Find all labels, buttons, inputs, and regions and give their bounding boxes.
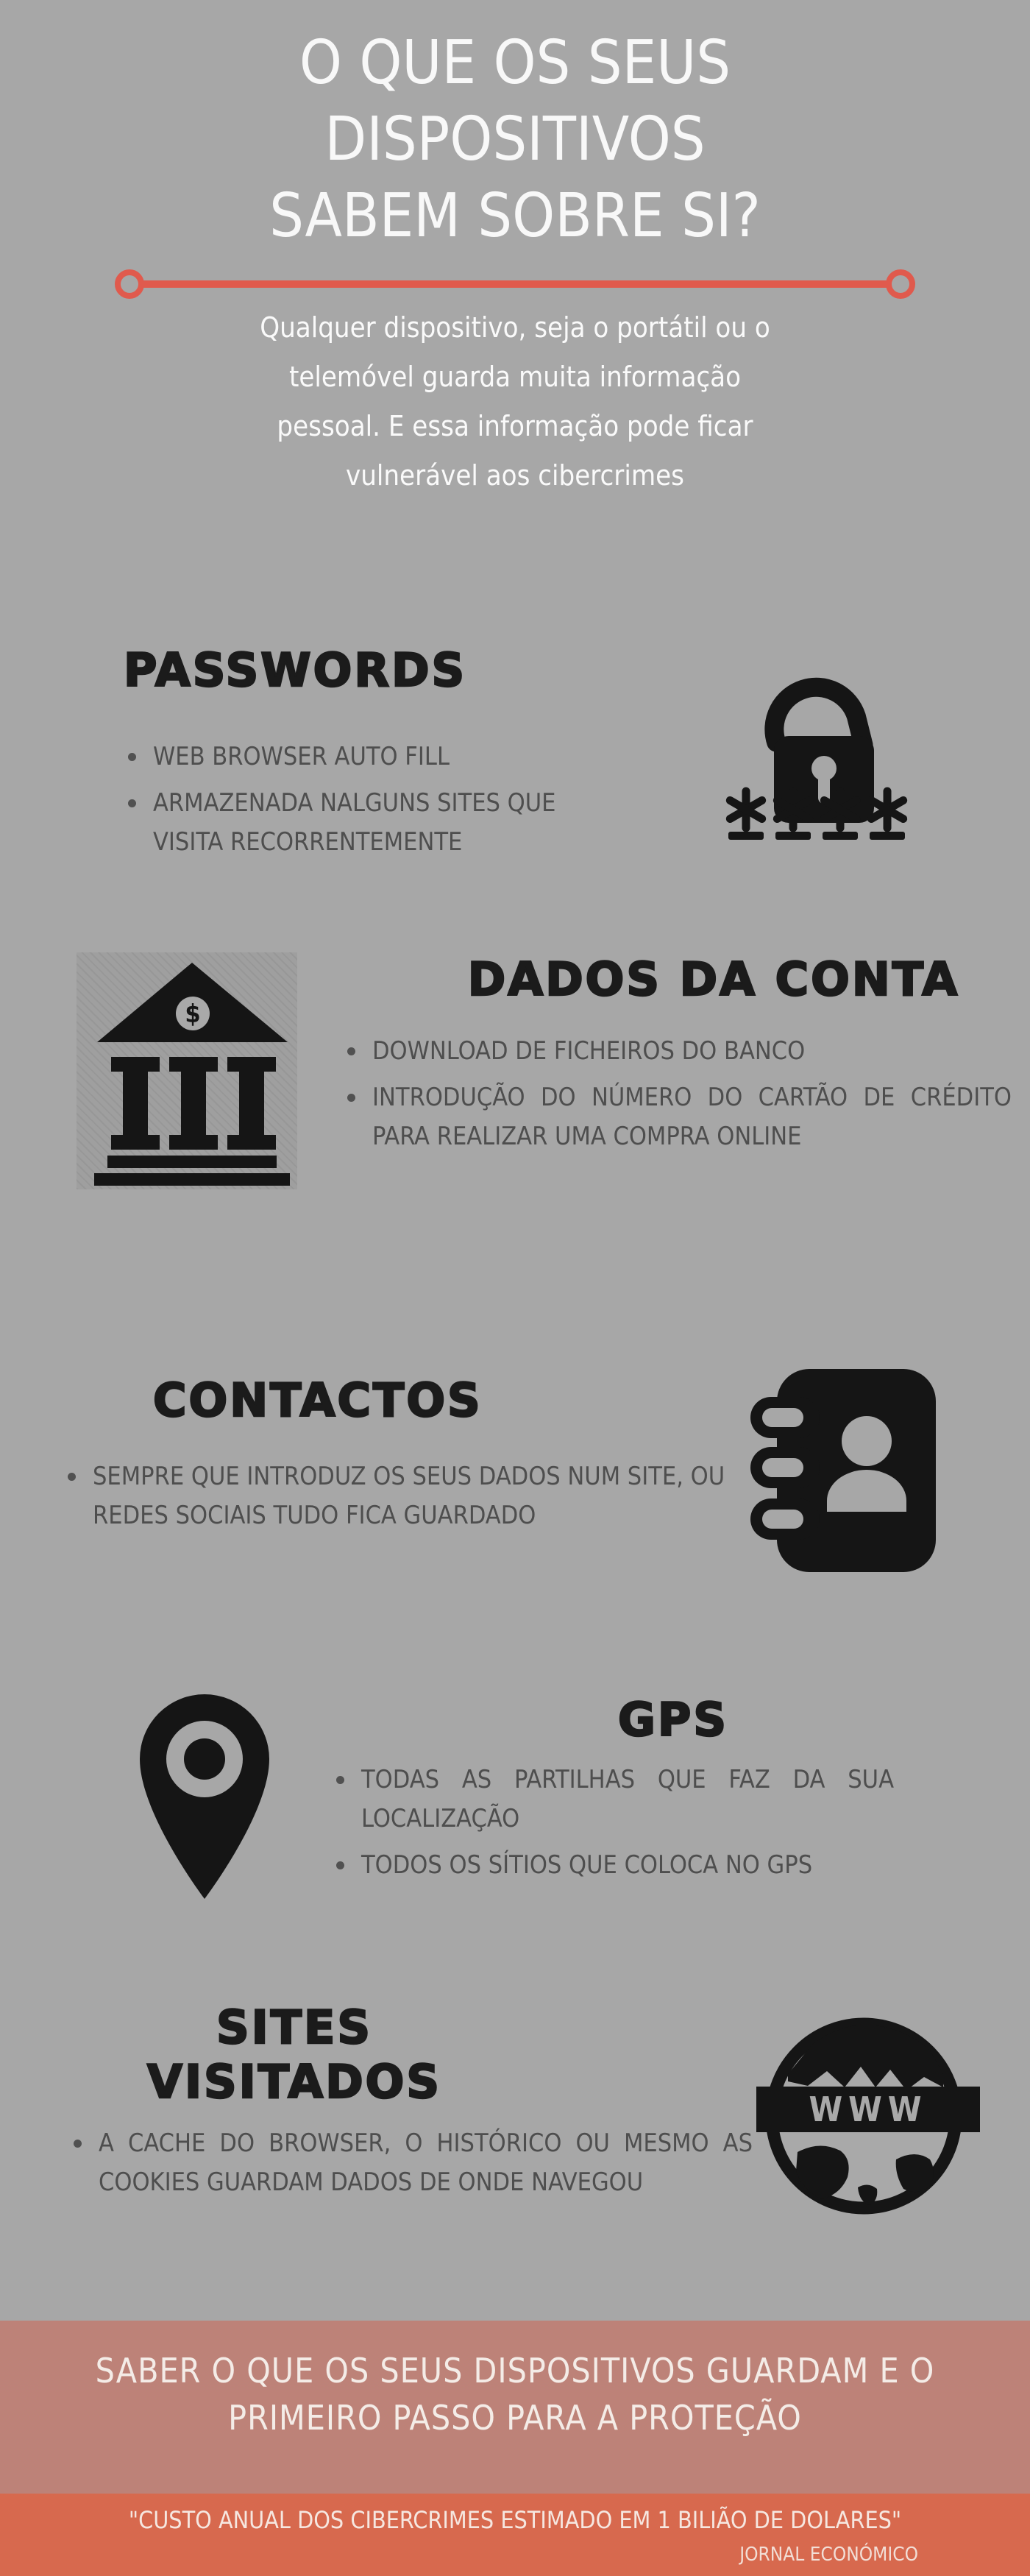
title-line-2: DISPOSITIVOS: [324, 105, 706, 174]
intro-line-3: pessoal. E essa informação pode ficar: [277, 410, 753, 442]
footer-source: JORNAL ECONÓMICO: [739, 2544, 918, 2566]
divider-ring-right-icon: [886, 269, 915, 299]
contactos-bullet-list: [66, 1457, 754, 1543]
person-head: [842, 1416, 892, 1466]
footer-quote: "CUSTO ANUAL DOS CIBERCRIMES ESTIMADO EM 1 BILIÃO DE DOLARES": [128, 2506, 902, 2534]
bullet-item: TODAS AS PARTILHAS QUE FAZ DA SUA LOCALIZAÇÃO: [335, 1761, 894, 1839]
contact-book-icon: [745, 1366, 940, 1577]
sites-bullet-list: [72, 2124, 753, 2209]
gps-bullet-list: [335, 1761, 1012, 1892]
section-heading-sites-visitados: SITES VISITADOS: [146, 2000, 442, 2109]
divider-ring-left-icon: [115, 269, 144, 299]
bullet-item: WEB BROWSER AUTO FILL: [127, 737, 612, 776]
bullet-item: ARMAZENADA NALGUNS SITES QUE VISITA RECORRENTEMENTE: [127, 784, 612, 862]
bank-icon: [77, 952, 297, 1189]
bullet-item: DOWNLOAD DE FICHEIROS DO BANCO: [346, 1032, 1012, 1071]
globe-www-icon: [755, 2014, 981, 2217]
divider-line: [141, 280, 889, 288]
banner-line-1: SABER O QUE OS SEUS DISPOSITIVOS GUARDAM E O: [95, 2351, 935, 2391]
open-padlock-icon: [722, 642, 911, 842]
intro-line-4: vulnerável aos cibercrimes: [345, 459, 684, 492]
bullet-item: INTRODUÇÃO DO NÚMERO DO CARTÃO DE CRÉDITO PARA REALIZAR UMA COMPRA ONLINE: [346, 1078, 1012, 1156]
www-label: WWW: [809, 2090, 928, 2129]
section-heading-passwords: PASSWORDS: [124, 643, 467, 697]
page-title: [0, 25, 1030, 255]
bullet-item: A CACHE DO BROWSER, O HISTÓRICO OU MESMO AS COOKIES GUARDAM DADOS DE ONDE NAVEGOU: [72, 2124, 753, 2202]
passwords-bullet-list: [127, 737, 612, 869]
title-line-3: SABEM SOBRE SI?: [269, 181, 761, 251]
dados-bullet-list: [346, 1032, 1012, 1164]
intro-line-1: Qualquer dispositivo, seja o portátil ou o: [260, 311, 770, 344]
title-line-1: O QUE OS SEUS: [299, 28, 731, 98]
map-pin-icon: [125, 1690, 284, 1905]
section-heading-contactos: CONTACTOS: [153, 1373, 483, 1427]
conclusion-banner: [0, 2321, 1030, 2494]
bullet-item: SEMPRE QUE INTRODUZ OS SEUS DADOS NUM SITE, OU REDES SOCIAIS TUDO FICA GUARDADO: [66, 1457, 754, 1535]
title-divider: [115, 269, 915, 299]
section-heading-gps: GPS: [618, 1693, 728, 1747]
bullet-item: TODOS OS SÍTIOS QUE COLOCA NO GPS: [335, 1846, 1012, 1885]
dollar-sign: $: [185, 999, 201, 1029]
intro-line-2: telemóvel guarda muita informação: [288, 361, 742, 393]
intro-text: [0, 303, 1030, 500]
banner-line-2: PRIMEIRO PASSO PARA A PROTEÇÃO: [228, 2398, 802, 2438]
section-heading-dados-da-conta: DADOS DA CONTA: [467, 952, 960, 1006]
footer-quote-bar: [0, 2494, 1030, 2576]
